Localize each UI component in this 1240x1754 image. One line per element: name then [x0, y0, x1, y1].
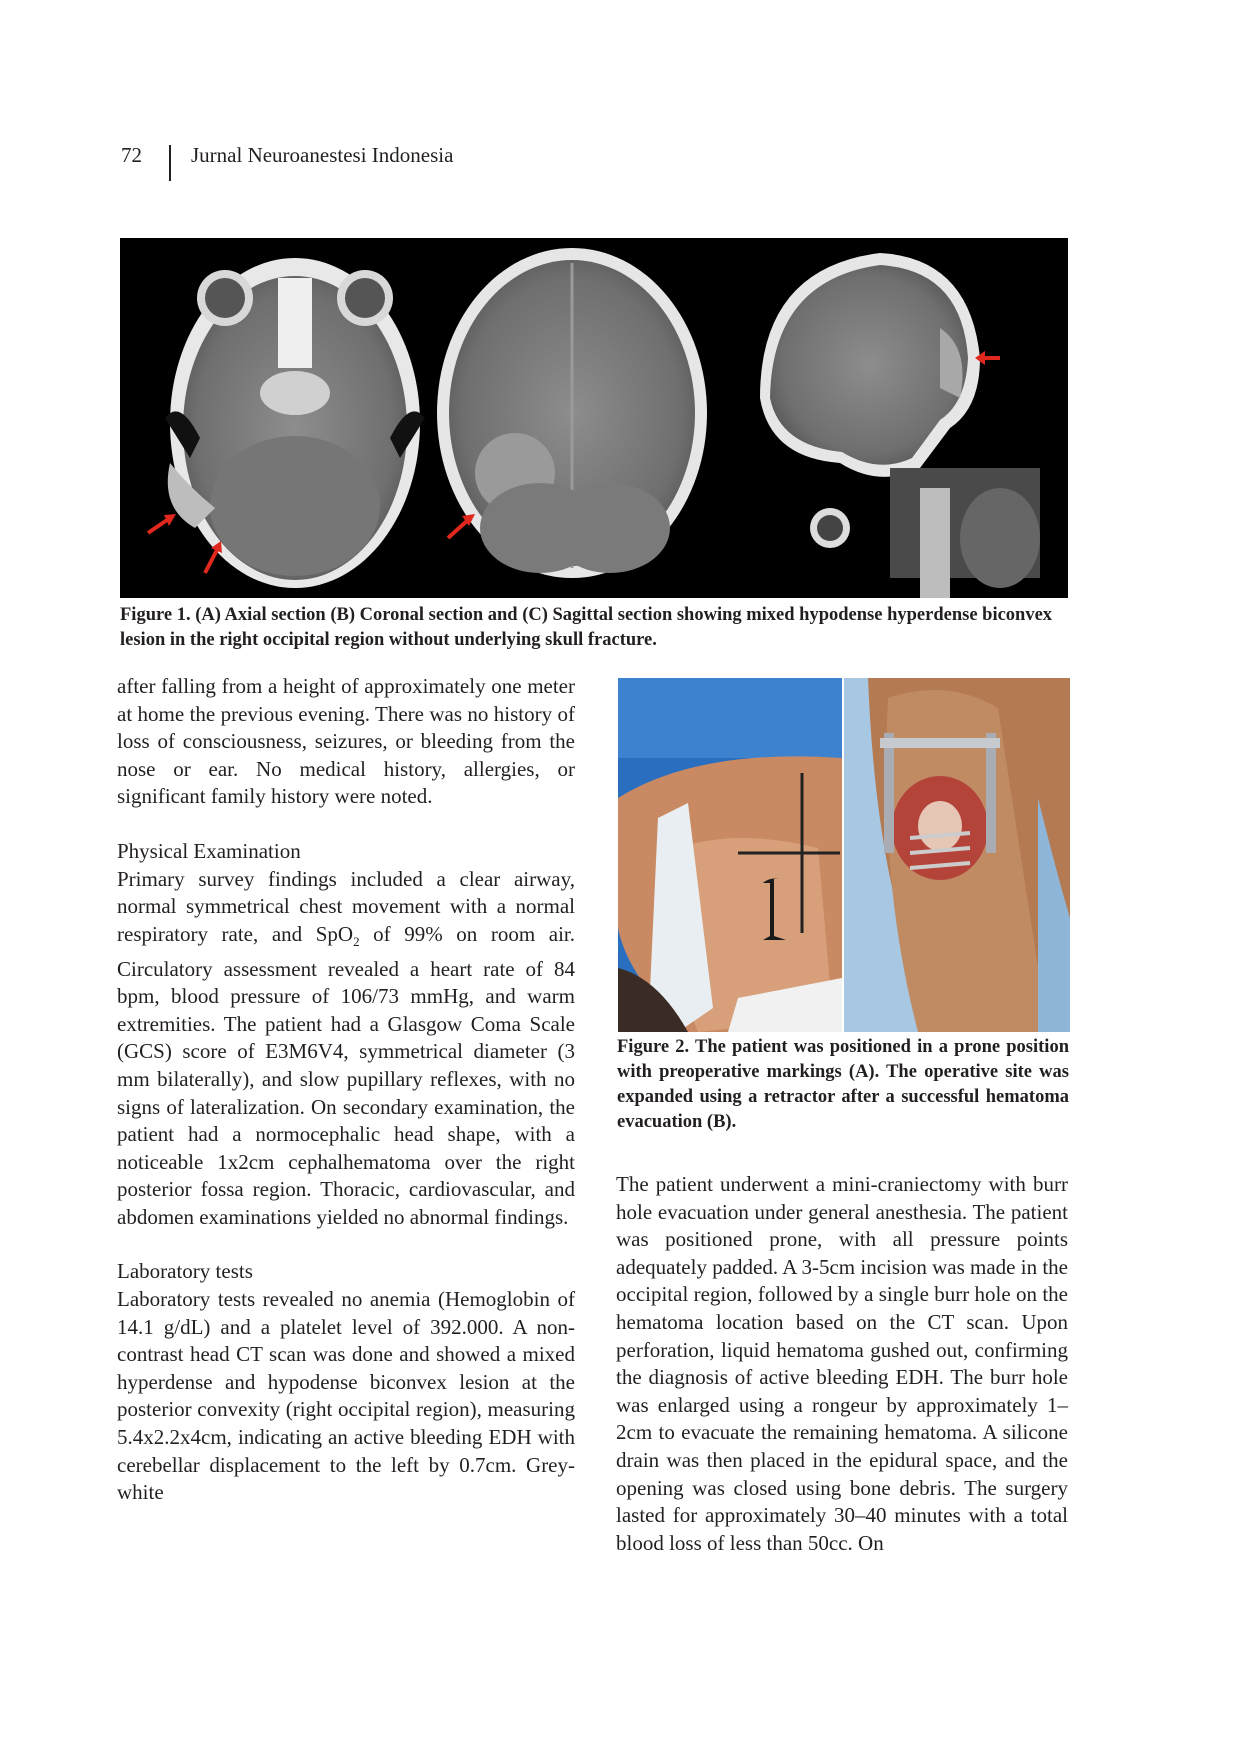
- figure-2-operative-photos: [618, 678, 1070, 1032]
- paragraph-physical-examination: [117, 866, 575, 1232]
- retractor-site-photo: [844, 678, 1070, 1032]
- page-number: 72: [121, 142, 142, 167]
- physical-text-part-2: of 99% on room air. Circulatory assessment revealed a heart rate of 84 bpm, blood pressure of 106/73 mmHg, and warm extremities. The patient had a Glasgow Coma Scale (GCS) score of E3M6V4, symmetrical diameter (3 mm bilaterally), and slow pupillary reflexes, with no signs of lateralization. On secondary examination, the patient had a normocephalic head shape, with a noticeable 1x2cm cephalhematoma over the right posterior fossa region. Thoracic, cardiovascular, and abdomen examinations yielded no abnormal findings.: [117, 921, 575, 1229]
- spo2-subscript: 2: [353, 933, 360, 949]
- heading-laboratory-tests: Laboratory tests: [117, 1259, 253, 1284]
- paragraph-history: after falling from a height of approximately one meter at home the previous evening. There was no history of loss of consciousness, seizures, or bleeding from the nose or ear. No medical history, allergies, or significant family history were noted.: [117, 674, 575, 809]
- running-head: [121, 137, 453, 173]
- prone-position-photo: [618, 678, 842, 1032]
- journal-title: Jurnal Neuroanestesi Indonesia: [191, 142, 454, 167]
- figure-1-ct-images: [120, 238, 1068, 598]
- sagittal-ct-panel: [760, 253, 1040, 598]
- right-column: [616, 1171, 1068, 1557]
- coronal-ct-panel: [437, 248, 707, 598]
- axial-ct-panel: [148, 258, 425, 588]
- paragraph-surgery: The patient underwent a mini-craniectomy with burr hole evacuation under general anesthesia. The patient was positioned prone, with all pressure points adequately padded. A 3-5cm incision was made in the occipital region, followed by a single burr hole on the hematoma location based on the CT scan. Upon perforation, liquid hematoma gushed out, confirming the diagnosis of active bleeding EDH. The burr hole was enlarged using a rongeur by approximately 1–2cm to evacuate the remaining hematoma. A silicone drain was then placed in the epidural space, and the opening was closed using bone debris. The surgery lasted for approximately 30–40 minutes with a total blood loss of less than 50cc. On: [616, 1172, 1068, 1555]
- ct-scan-panels: [120, 238, 1068, 598]
- figure-2-caption: Figure 2. The patient was positioned in a prone position with preoperative markings (A). The operative site was expanded using a retractor after a successful hematoma evacuation (B).: [617, 1037, 1069, 1132]
- left-column: [117, 673, 575, 1507]
- paragraph-laboratory-tests: Laboratory tests revealed no anemia (Hemoglobin of 14.1 g/dL) and a platelet level of 392.000. A non-contrast head CT scan was done and showed a mixed hyperdense and hypodense biconvex lesion at the posterior convexity (right occipital region), measuring 5.4x2.2x4cm, indicating an active bleeding EDH with cerebellar displacement to the left by 0.7cm. Grey-white: [117, 1287, 575, 1505]
- physical-text-part-1: Primary survey findings included a clear airway, normal symmetrical chest movement with a normal respiratory rate, and SpO: [117, 866, 575, 946]
- header-divider: [169, 145, 171, 181]
- operative-photo-panels: [618, 678, 1070, 1032]
- figure-1-caption: Figure 1. (A) Axial section (B) Coronal section and (C) Sagittal section showing mixed hypodense hyperdense biconvex lesion in the right occipital region without underlying skull fracture.: [120, 605, 1053, 650]
- heading-physical-examination: Physical Examination: [117, 838, 301, 863]
